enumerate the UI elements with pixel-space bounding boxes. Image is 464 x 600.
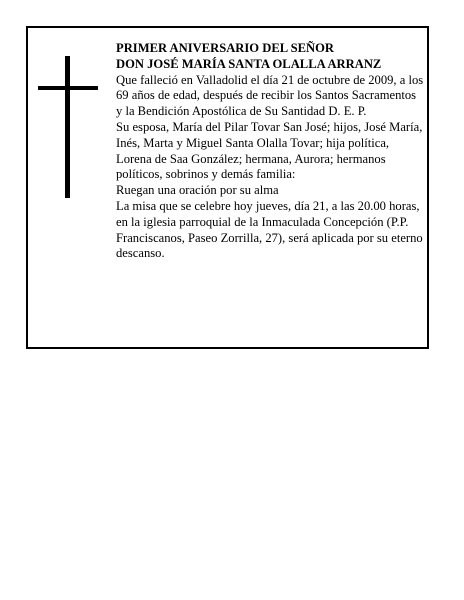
cross-icon [38,56,98,198]
prayer-paragraph: Ruegan una oración por su alma [116,183,279,198]
title-line-1: PRIMER ANIVERSARIO DEL SEÑOR [116,41,334,55]
notice-text-block [116,41,424,262]
cross-horizontal-bar [38,86,98,90]
title-line-2: DON JOSÉ MARÍA SANTA OLALLA ARRANZ [116,56,382,71]
death-paragraph: Que falleció en Valladolid el día 21 de octubre de 2009, a los 69 años de edad, después de recibir los Santos Sacramentos y la Bendición Apostólica de Su Santidad D. E. P. [116,72,424,119]
family-paragraph: Su esposa, María del Pilar Tovar San José; hijos, José María, Inés, Marta y Miguel Santa Olalla Tovar; hija política, Lorena de Saa González; hermana, Aurora; hermanos políticos, sobrinos y demás familia: [116,119,423,182]
obituary-notice [26,26,429,349]
cross-vertical-bar [65,56,70,198]
mass-paragraph: La misa que se celebre hoy jueves, día 21, a las 20.00 horas, en la iglesia parroquial de la Inmaculada Concepción (P.P. Franciscanos, Paseo Zorrilla, 27), será aplicada por su eterno descanso. [116,198,423,261]
